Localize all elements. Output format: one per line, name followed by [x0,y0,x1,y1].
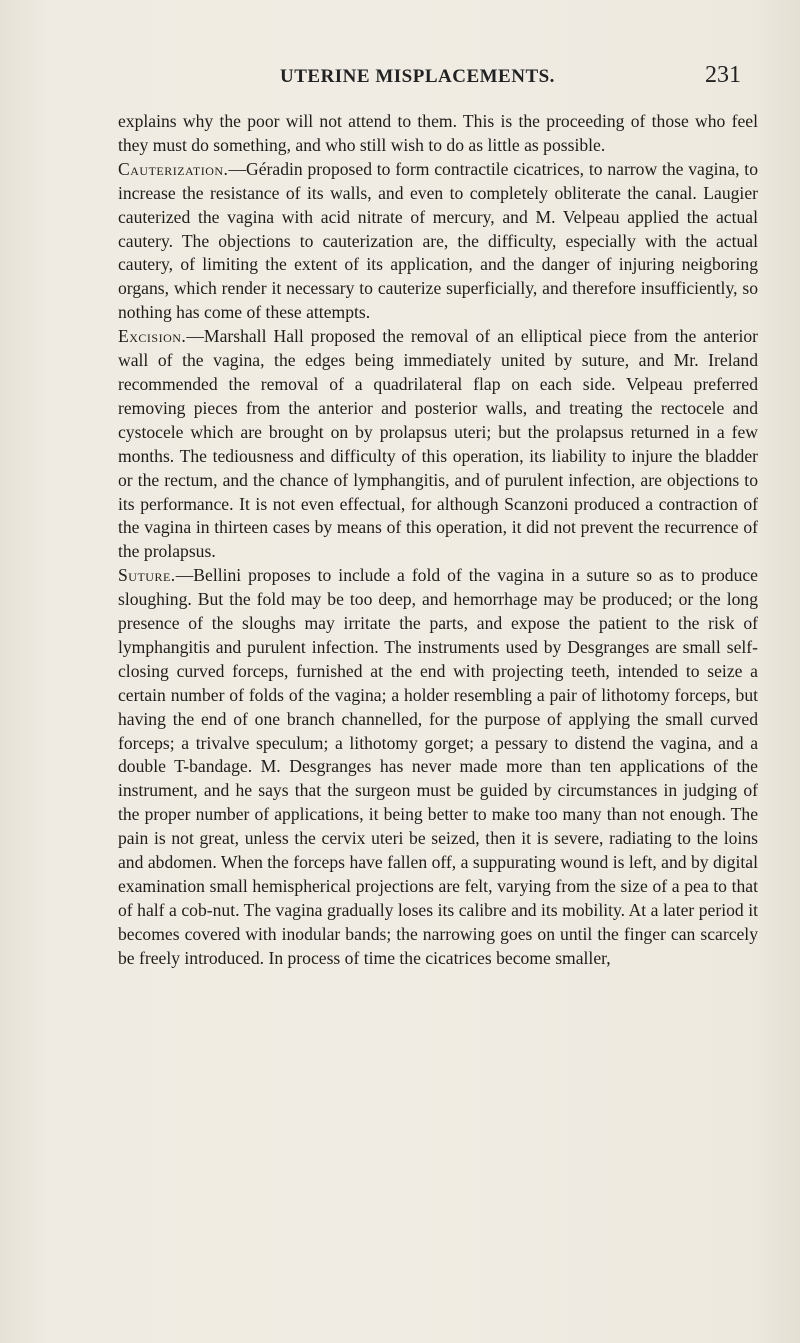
section-heading-cauterization: Cauterization. [118,158,229,179]
paragraph-excision [118,325,758,564]
running-head [0,62,800,94]
paragraph-text: —Marshall Hall proposed the removal of an elliptical piece from the anterior wall of the vagina, the edges being immediately united by suture, and Mr. Ireland recommended the removal of a quadrilateral flap on each side. Velpeau preferred removing pieces from the anterior and posterior walls, and treating the rectocele and cystocele which are brought on by prolapsus uteri; but the prolapsus returned in a few months. The tediousness and difficulty of this operation, its liability to injure the bladder or the rectum, and the chance of lymphangitis, and of purulent infection, are objections to its performance. It is not even effectual, for although Scanzoni produced a contraction of the vagina in thirteen cases by means of this operation, it did not prevent the recurrence of the prolapsus. [118,326,758,562]
paragraph-text: —Géradin proposed to form contractile cicatrices, to narrow the vagina, to increase the resistance of its walls, and even to completely obliterate the canal. Laugier cauterized the vagina with acid nitrate of mercury, and M. Velpeau applied the actual cautery. The objections to cauterization are, the difficulty, especially with the actual cautery, of limiting the extent of its application, and the danger of injuring neigboring organs, which render it necessary to cauterize superficially, and therefore insufficiently, so nothing has come of these attempts. [118,158,758,323]
paragraph-text: explains why the poor will not attend to them. This is the proceeding of those who feel they must do something, and who still wish to do as little as possible. [118,111,758,155]
paragraph-suture [118,564,758,970]
running-title: UTERINE MISPLACEMENTS. [280,66,555,87]
body-text [118,110,758,971]
paragraph-cauterization [118,158,758,325]
paragraph-text: —Bellini proposes to include a fold of the vagina in a suture so as to produce sloughing. But the fold may be too deep, and hemorrhage may be produced; or the long presence of the sloughs may irritate the parts, and expose the patient to the risk of lymphangitis and purulent infection. The instruments used by Desgranges are small self-closing curved forceps, furnished at the end with projecting teeth, intended to seize a certain number of folds of the vagina; a holder resembling a pair of lithotomy forceps, but having the end of one branch channelled, for the purpose of applying the small curved forceps; a trivalve speculum; a lithotomy gorget; a pessary to distend the vagina, and a double T-bandage. M. Desgranges has never made more than ten applications of the instrument, and he says that the surgeon must be guided by circumstances in judging of the proper number of applications, it being better to make too many than not enough. The pain is not great, unless the cervix uteri be seized, then it is severe, radiating to the loins and abdomen. When the forceps have fallen off, a suppurating wound is left, and by digital examination small hemispherical projections are felt, varying from the size of a pea to that of half a cob-nut. The vagina gradually loses its calibre and its mobility. At a later period it becomes covered with inodular bands; the narrowing goes on until the finger can scarcely be freely introduced. In process of time the cicatrices become smaller, [118,565,758,968]
section-heading-suture: Suture. [118,565,176,586]
page-number: 231 [705,62,741,88]
paragraph-continuation [118,110,758,158]
section-heading-excision: Excision. [118,326,187,347]
